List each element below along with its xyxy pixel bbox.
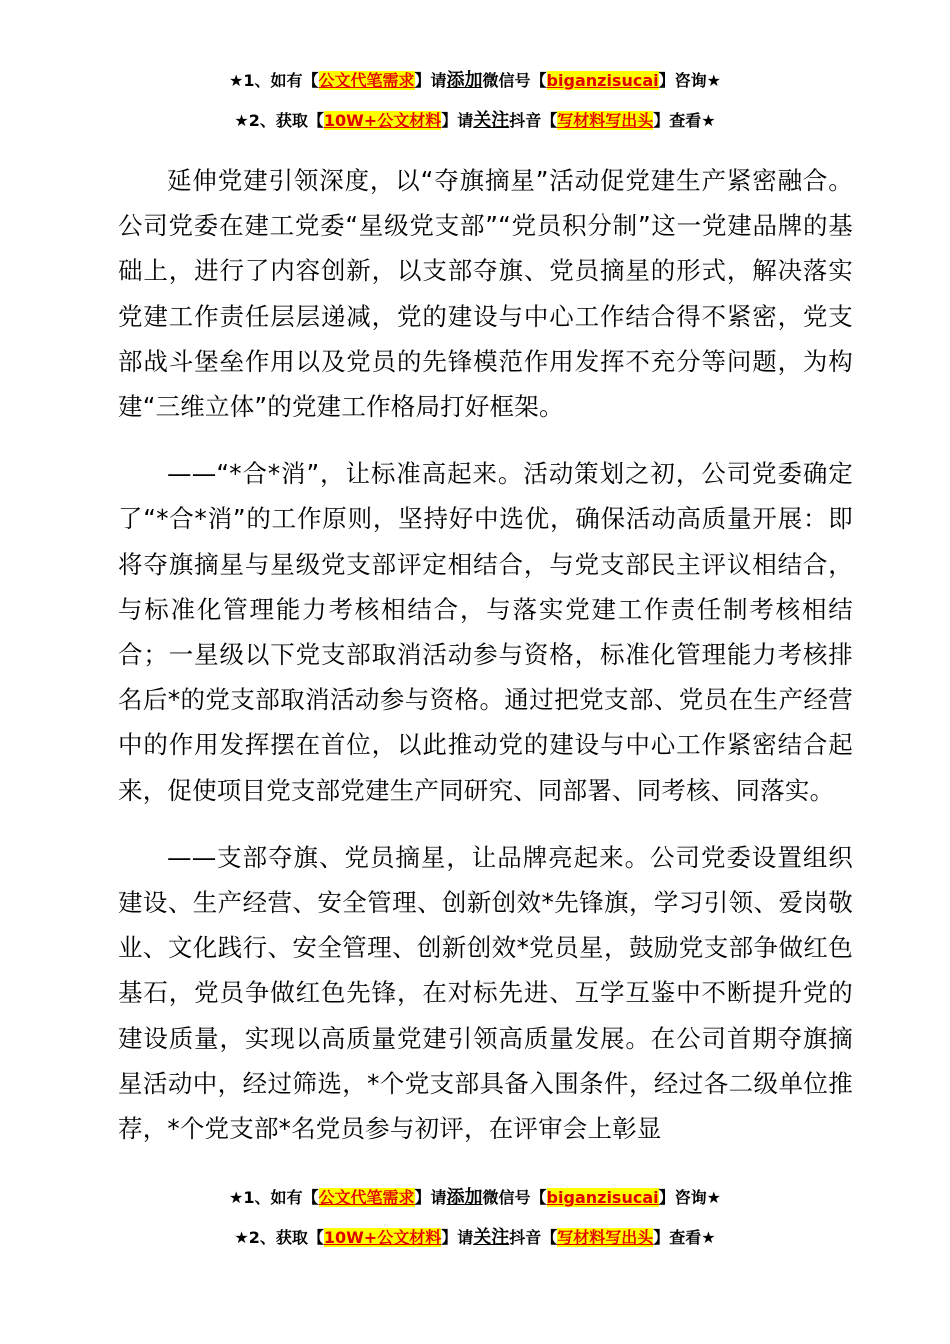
promo-text: ★1、如有【 — [229, 71, 319, 90]
body-paragraph-3: ——支部夺旗、党员摘星，让品牌亮起来。公司党委设置组织建设、生产经营、安全管理、创新创效*先锋旗，学习引领、爱岗敬业、文化践行、安全管理、创新创效*党员星，鼓励党支部争做红色基石，党员争做红色先锋，在对标先进、互学互鉴中不断提升党的建设质量，实现以高质量党建引领高质量发展。在公司首期夺旗摘星活动中，经过筛选，*个党支部具备入围条件，经过各二级单位推荐，*个党支部*名党员参与初评，在评审会上彰显 — [118, 842, 853, 1144]
header-promo-line-2 — [0, 110, 950, 132]
promo-text: 】咨询★ — [658, 71, 721, 90]
promo-text: ★2、获取【 — [234, 111, 324, 130]
promo-text: ★1、如有【 — [229, 1188, 319, 1207]
promo-text: 微信号【 — [482, 71, 547, 90]
footer-promo-line-1 — [0, 1187, 950, 1209]
promo-highlight: 10W+公文材料 — [323, 1228, 442, 1247]
promo-highlight: 公文代笔需求 — [318, 71, 415, 90]
promo-highlight: 写材料写出头 — [557, 1228, 654, 1247]
promo-text: 】请 — [414, 1188, 447, 1207]
promo-text: 】咨询★ — [658, 1188, 721, 1207]
promo-emphasis: 添加 — [446, 70, 483, 91]
document-body — [118, 158, 853, 1173]
promo-highlight: biganzisucai — [546, 1188, 659, 1207]
promo-emphasis: 关注 — [473, 1227, 510, 1248]
promo-text: 抖音【 — [509, 1228, 558, 1247]
promo-highlight: 公文代笔需求 — [318, 1188, 415, 1207]
promo-text: 】查看★ — [653, 111, 716, 130]
body-paragraph-1: 延伸党建引领深度，以“夺旗摘星”活动促党建生产紧密融合。公司党委在建工党委“星级党支部”“党员积分制”这一党建品牌的基础上，进行了内容创新，以支部夺旗、党员摘星的形式，解决落实党建工作责任层层递减，党的建设与中心工作结合得不紧密，党支部战斗堡垒作用以及党员的先锋模范作用发挥不充分等问题，为构建“三维立体”的党建工作格局打好框架。 — [118, 166, 853, 422]
header-promo-line-1 — [0, 70, 950, 92]
promo-text: 】请 — [414, 71, 447, 90]
promo-highlight: 写材料写出头 — [557, 111, 654, 130]
promo-text: 抖音【 — [509, 111, 558, 130]
promo-text: 】查看★ — [653, 1228, 716, 1247]
promo-emphasis: 添加 — [446, 1187, 483, 1208]
promo-highlight: biganzisucai — [546, 71, 659, 90]
body-paragraph-2: ——“*合*消”，让标准高起来。活动策划之初，公司党委确定了“*合*消”的工作原则，坚持好中选优，确保活动高质量开展：即将夺旗摘星与星级党支部评定相结合，与党支部民主评议相结合，与标准化管理能力考核相结合，与落实党建工作责任制考核相结合；一星级以下党支部取消活动参与资格，标准化管理能力考核排名后*的党支部取消活动参与资格。通过把党支部、党员在生产经营中的作用发挥摆在首位，以此推动党的建设与中心工作紧密结合起来，促使项目党支部党建生产同研究、同部署、同考核、同落实。 — [118, 459, 853, 805]
promo-emphasis: 关注 — [473, 110, 510, 131]
footer-promo-line-2 — [0, 1227, 950, 1249]
promo-text: 】请 — [441, 111, 474, 130]
promo-highlight: 10W+公文材料 — [323, 111, 442, 130]
promo-text: 】请 — [441, 1228, 474, 1247]
promo-text: ★2、获取【 — [234, 1228, 324, 1247]
promo-text: 微信号【 — [482, 1188, 547, 1207]
